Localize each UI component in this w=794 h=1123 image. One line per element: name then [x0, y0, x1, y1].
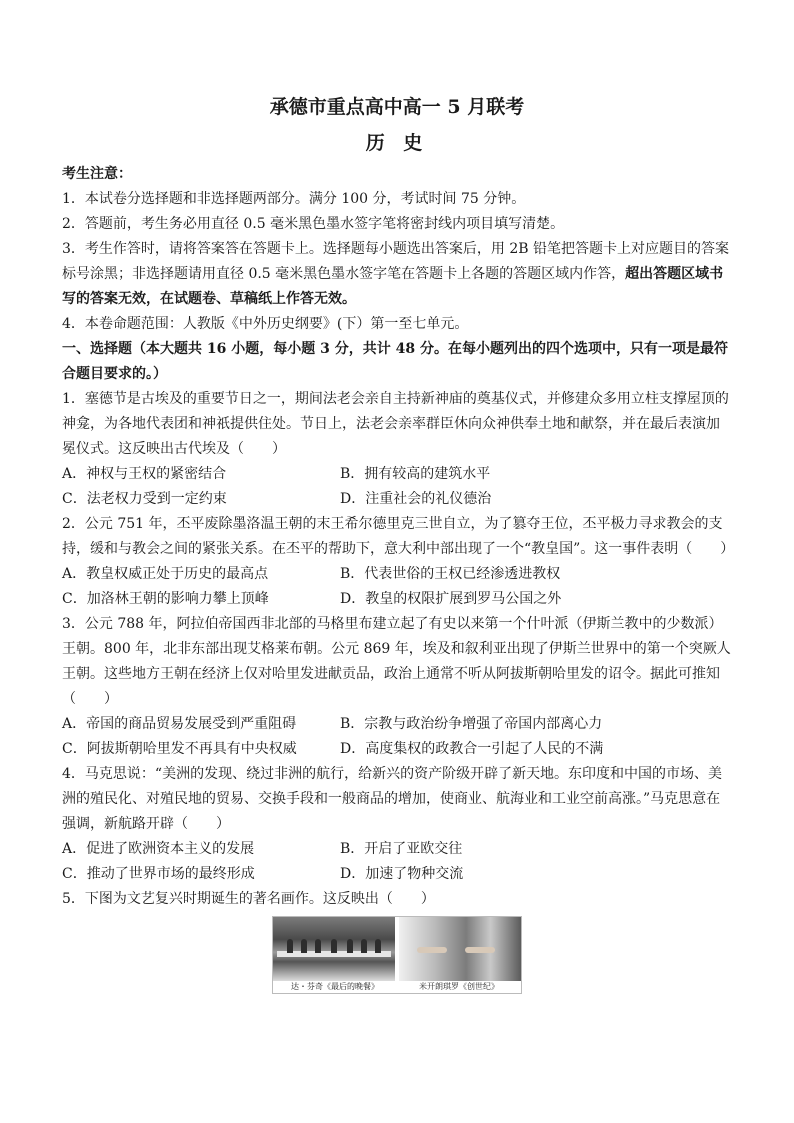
caption-creation: 米开朗琪罗《创世纪》	[419, 982, 499, 991]
question-4-option-c: C．推动了世界市场的最终形成	[62, 866, 255, 882]
question-2-option-b: B．代表世俗的王权已经渗透进教权	[340, 566, 561, 582]
question-3-option-d: D．高度集权的政教合一引起了人民的不满	[340, 741, 604, 757]
question-1-option-b: B．拥有较高的建筑水平	[340, 466, 491, 482]
last-supper-painting	[273, 917, 395, 981]
figure-captions	[273, 981, 521, 993]
subject-title: 历 史	[365, 132, 429, 154]
adam-arm	[417, 947, 447, 953]
creation-of-adam-painting	[399, 917, 521, 981]
notice-item-2: 2．答题前，考生务必用直径 0.5 毫米黑色墨水签字笔将密封线内项目填写清楚。	[62, 216, 565, 232]
figure-silhouette	[315, 939, 321, 953]
question-3-options	[62, 712, 732, 762]
figure-silhouette	[361, 939, 367, 953]
question-4-option-d: D．加速了物种交流	[340, 866, 464, 882]
figure-silhouette	[287, 939, 293, 953]
question-5-stem: 5．下图为文艺复兴时期诞生的著名画作。这反映出（ ）	[62, 891, 435, 907]
question-4-option-b: B．开启了亚欧交往	[340, 841, 463, 857]
figure-silhouette	[301, 939, 307, 953]
question-1-option-d: D．注重社会的礼仪德治	[340, 491, 492, 507]
question-2-option-c: C．加洛林王朝的影响力攀上顶峰	[62, 591, 269, 607]
question-2-option-d: D．教皇的权限扩展到罗马公国之外	[340, 591, 562, 607]
question-4-options	[62, 837, 732, 887]
question-3-option-b: B．宗教与政治纷争增强了帝国内部离心力	[340, 716, 603, 732]
notice-item-3	[62, 237, 732, 312]
question-1-option-c: C．法老权力受到一定约束	[62, 491, 227, 507]
god-arm	[465, 947, 495, 953]
question-2-options	[62, 562, 732, 612]
question-3-option-c: C．阿拔斯朝哈里发不再具有中央权威	[62, 741, 297, 757]
notice-item-4: 4．本卷命题范围：人教版《中外历史纲要》(下）第一至七单元。	[62, 316, 469, 332]
question-2-option-a: A．教皇权威正处于历史的最高点	[62, 566, 269, 582]
figure-silhouette	[375, 939, 381, 953]
section-1-heading: 一、选择题（本大题共 16 小题，每小题 3 分，共计 48 分。在每小题列出的四个选项中，只有一项是最符合题目要求的。）	[62, 341, 728, 382]
figure-silhouette	[347, 939, 353, 953]
question-3-option-a: A．帝国的商品贸易发展受到严重阻碍	[62, 716, 297, 732]
exam-title: 承德市重点高中高一 5 月联考	[269, 96, 525, 118]
question-1-stem: 1．塞德节是古埃及的重要节日之一，期间法老会亲自主持新神庙的奠基仪式，并修建众多用立柱支撑屋顶的神龛，为各地代表团和神祇提供住处。节日上，法老会亲率群臣休向众神供奉土地和献祭，并在最后表演加冕仪式。这反映出古代埃及（ ）	[62, 391, 729, 457]
notice-item-3-text: 3．考生作答时，请将答案答在答题卡上。选择题每小题选出答案后，用 2B 铅笔把答题卡上对应题目的答案标号涂黑；非选择题请用直径 0.5 毫米黑色墨水签字笔在答题卡上各题的答题区域内作答，	[62, 241, 730, 282]
question-3-stem: 3．公元 788 年，阿拉伯帝国西非北部的马格里布建立起了有史以来第一个什叶派（伊斯兰教中的少数派）王朝。800 年，北非东部出现艾格莱布朝。公元 869 年，埃及和叙利亚出现了伊斯兰世界中的第一个突厥人王朝。这些地方王朝在经济上仅对哈里发进献贡品，政治上通常不听从阿拔斯朝哈里发的诏令。据此可推知（ ）	[62, 616, 731, 707]
notice-item-3-bold: 超出答题区域书写的答案无效，在试题卷、草稿纸上作答无效。	[62, 266, 724, 307]
question-1-options	[62, 462, 732, 512]
question-2-stem: 2．公元 751 年，丕平废除墨洛温王朝的末王希尔德里克三世自立，为了篡夺王位，丕平极力寻求教会的支持，缓和与教会之间的紧张关系。在丕平的帮助下，意大利中部出现了一个“教皇国”。这一事件表明（ ）	[62, 516, 735, 557]
notice-item-1: 1．本试卷分选择题和非选择题两部分。满分 100 分，考试时间 75 分钟。	[62, 191, 526, 207]
caption-last-supper: 达・芬奇《最后的晚餐》	[291, 982, 379, 991]
notice-heading: 考生注意：	[62, 166, 132, 182]
question-4-stem: 4．马克思说：“美洲的发现、绕过非洲的航行，给新兴的资产阶级开辟了新天地。东印度和中国的市场、美洲的殖民化、对殖民地的贸易、交换手段和一般商品的增加，使商业、航海业和工业空前高涨。”马克思意在强调，新航路开辟（ ）	[62, 766, 723, 832]
question-1-option-a: A．神权与王权的紧密结合	[62, 466, 227, 482]
exam-page	[62, 92, 735, 994]
question-4-option-a: A．促进了欧洲资本主义的发展	[62, 841, 255, 857]
figure-silhouette	[331, 939, 337, 953]
renaissance-paintings-figure	[272, 916, 522, 994]
